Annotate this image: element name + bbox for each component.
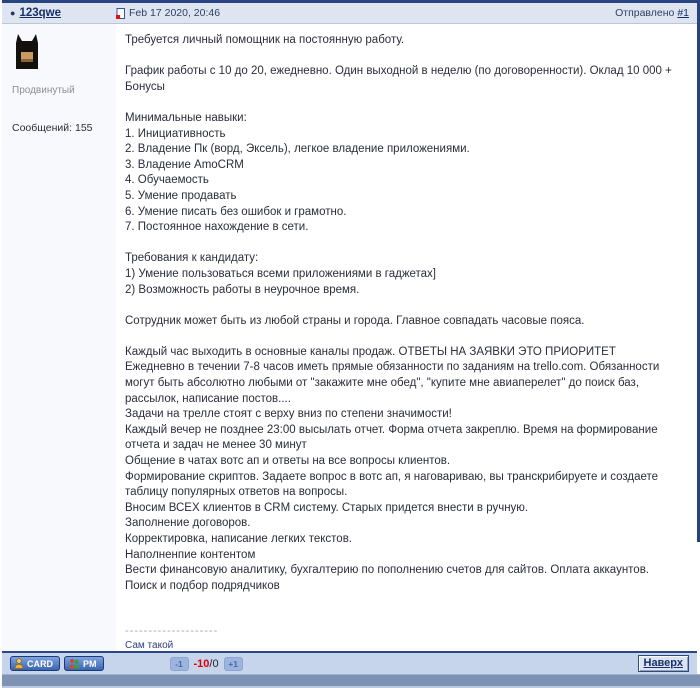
post-number-link[interactable]: #1 bbox=[677, 7, 689, 19]
posted-label: Отправлено bbox=[615, 7, 675, 19]
post-body-text: Требуется личный помощник на постоянную работу. График работы с 10 до 20, ежедневно. Один выходной в неделю (по договоренности). Оклад 10 000 + Бонусы Минимальные навыки: 1. Инициативность 2. Владение Пк (ворд, Эксель), легкое владение приложениями. 3. Владение AmoCRM 4. Обучаемость 5. Умение продавать 6. Умение писать без ошибок и грамотно. 7. Постоянное нахождение в сети. Требования к кандидату: 1) Умение пользоваться всеми приложениями в гаджетах] 2) Возможность работы в неурочное время. Сотрудник может быть из любой страны и города. Главное совпадать часовые пояса. Каждый час выходить в основные каналы продаж. ОТВЕТЫ НА ЗАЯВКИ ЭТО ПРИОРИТЕТ Ежедневно в течении 7-8 часов иметь прямые обязанности по заданиям на trello.com. Обязанности могут быть абсолютно любыми от "закажите мне обед", "купите мне авиаперелет" до поиск баз, рассылок, написание постов.... Задачи на трелле стоят с верху вниз по степени значимости! Каждый вечер не позднее 23:00 высылать отчет. Форма отчета закреплю. Время на формирование отчета и задач не менее 30 минут Общение в чатах вотс ап и ответы на все вопросы клиентов. Формирование скриптов. Задаете вопрос в вотс ап, я наговариваю, вы транскрибируете и создаете таблицу популярных ответов на вопросы. Вносим ВСЕХ клиентов в CRM систему. Старых придется внести в ручную. Заполнение договоров. Корректировка, написание легких текстов. Наполненпие контентом Вести финансовую аналитику, бухгалтерию по пополнению счетов для сайтов. Оплата аккаунтов. Поиск и подбор подрядчиков bbox=[125, 34, 672, 592]
post-header-bar bbox=[2, 3, 697, 24]
signature-block bbox=[125, 625, 683, 651]
vote-score-positive: 0 bbox=[212, 657, 219, 670]
vote-score-negative: -10 bbox=[193, 657, 210, 670]
post-date-icon bbox=[116, 8, 125, 19]
signature-text: Сам такой bbox=[125, 640, 174, 652]
vote-score bbox=[194, 658, 219, 670]
username-link[interactable]: 123qwe bbox=[19, 7, 61, 19]
person-icon bbox=[14, 658, 24, 669]
bottom-bar bbox=[2, 674, 700, 688]
post-date bbox=[116, 7, 220, 19]
back-to-top-link[interactable]: Наверх bbox=[638, 655, 690, 672]
post-main bbox=[2, 24, 697, 651]
message-count: Сообщений: 155 bbox=[12, 122, 93, 134]
post-content bbox=[116, 24, 697, 651]
posted-cell bbox=[615, 7, 689, 19]
upvote-button[interactable]: +1 bbox=[224, 657, 243, 671]
member-rank: Продвинутый bbox=[12, 85, 75, 96]
card-button-label: CARD bbox=[27, 658, 53, 669]
pm-button-label: PM bbox=[83, 658, 97, 669]
card-button[interactable] bbox=[10, 656, 60, 671]
vote-score-separator: / bbox=[209, 657, 213, 670]
people-icon bbox=[68, 658, 80, 669]
author-sidebar bbox=[2, 24, 116, 651]
post-date-text: Feb 17 2020, 20:46 bbox=[129, 7, 221, 19]
pm-button[interactable] bbox=[64, 656, 104, 671]
forum-post-page bbox=[2, 0, 700, 670]
vote-area bbox=[170, 657, 243, 671]
user-cell bbox=[10, 7, 116, 19]
signature-divider: -------------------- bbox=[125, 625, 219, 638]
post-footer-bar bbox=[2, 651, 697, 674]
online-status-icon: ● bbox=[10, 7, 16, 18]
avatar bbox=[12, 31, 42, 69]
downvote-button[interactable]: -1 bbox=[170, 657, 189, 671]
